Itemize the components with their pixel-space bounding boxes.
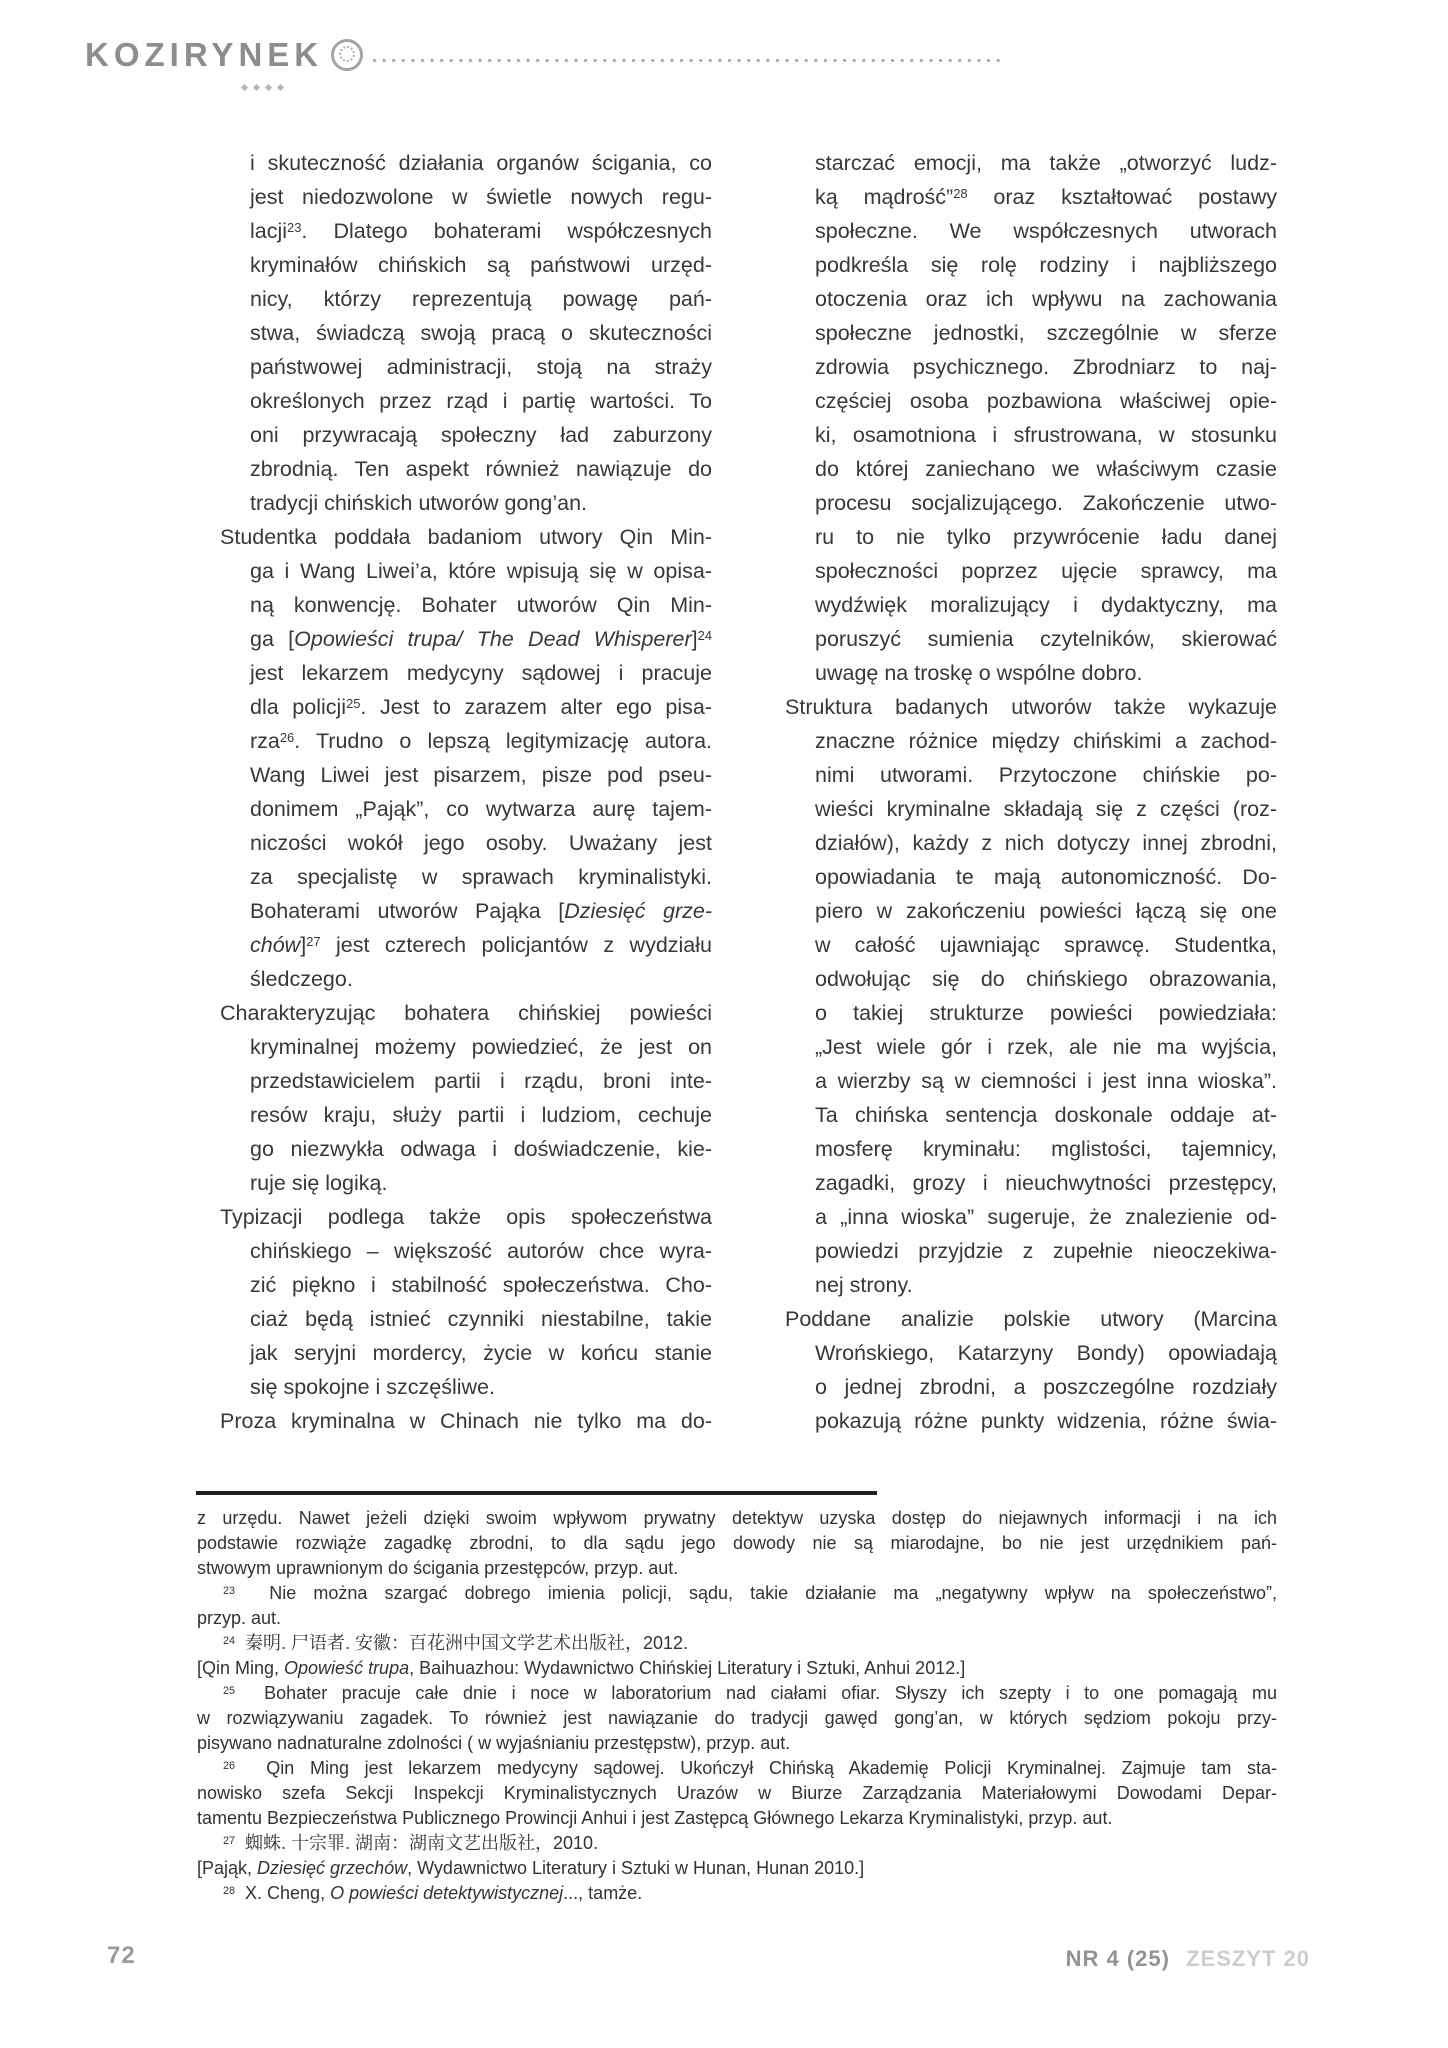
text-segment: się spokojne i szczęśliwe. (250, 1375, 495, 1399)
paragraph (197, 1506, 1277, 1581)
text-segment: ] (691, 627, 698, 651)
issue-label (1066, 1946, 1310, 1972)
paragraph (785, 690, 1277, 1302)
text-segment: a wierzby są w ciemności i jest inna wioska”. (815, 1069, 1277, 1093)
footnote-marker: 24 (697, 627, 712, 643)
text-segment: nicy, którzy reprezentują powagę pań- (250, 287, 712, 311)
text-line (815, 1404, 1277, 1438)
text-segment: . Jest to zarazem alter ego pisa- (360, 695, 713, 719)
footnote-marker: 27 (306, 933, 321, 949)
footnote-marker: 28 (953, 185, 968, 201)
text-segment: Nie można szargać dobrego imienia policji, sądu, takie działanie ma „negatywny wpływ na społeczeństwo”, (235, 1583, 1277, 1603)
text-line (815, 588, 1277, 622)
paragraph (220, 520, 713, 996)
text-line (197, 1781, 1277, 1806)
text-segment: nowisko szefa Sekcji Inspekcji Kryminalistycznych Urazów w Biurze Zarządzania Materiałowymi Dowodami Depar- (197, 1783, 1277, 1803)
text-line (250, 180, 712, 214)
text-segment: uwagę na troskę o wspólne dobro. (815, 661, 1143, 685)
text-segment: 蜘蛛. 十宗罪. 湖南：湖南文艺出版社，2010. (235, 1833, 599, 1853)
text-line (250, 588, 712, 622)
text-segment: ki, osamotniona i sfrustrowana, w stosunku (815, 423, 1277, 447)
text-line (815, 1030, 1277, 1064)
footnote-marker: 25 (223, 1684, 236, 1697)
text-line (250, 554, 712, 588)
paragraph (785, 1302, 1277, 1438)
italic-text: Opowieści trupa/ The Dead Whisperer (294, 627, 692, 651)
text-segment: dla policji (250, 695, 347, 719)
text-line (815, 1268, 1277, 1302)
text-segment: ką mądrość” (815, 185, 954, 209)
text-segment: z urzędu. Nawet jeżeli dzięki swoim wpływom prywatny detektyw uzyska dostęp do niejawnych informacji i na ich (197, 1508, 1277, 1528)
text-segment: jest czterech policjantów z wydziału (320, 933, 712, 957)
text-line (250, 1234, 712, 1268)
text-line (815, 1166, 1277, 1200)
text-line (250, 384, 712, 418)
text-line (250, 486, 712, 520)
footnotes-section (197, 1506, 1277, 1906)
footnote (197, 1756, 1277, 1831)
text-line (815, 554, 1277, 588)
text-segment: piero w zakończeniu powieści łączą się one (815, 899, 1277, 923)
text-segment: Studentka poddała badaniom utwory Qin Min- (220, 525, 712, 549)
text-segment: mosferę kryminału: mglistości, tajemnicy, (815, 1137, 1277, 1161)
text-segment: stwa, świadczą swoją pracą o skuteczności (250, 321, 712, 345)
text-segment: powiedzi przyjdzie z zupełnie nieoczekiwa- (815, 1239, 1277, 1263)
text-line (815, 1200, 1277, 1234)
text-segment: w rozwiązywaniu zagadek. To również jest nawiązanie do tradycji gawęd gong’an, w których sędziom pokoju przy- (197, 1708, 1277, 1728)
text-line (815, 248, 1277, 282)
text-segment: nej strony. (815, 1273, 913, 1297)
footnote-marker: 23 (223, 1584, 236, 1597)
text-line (250, 622, 712, 656)
footnote (197, 1631, 1277, 1656)
logo-emblem-core (339, 46, 355, 62)
header-dotted-rule (372, 58, 1006, 63)
text-line (250, 1370, 712, 1404)
text-segment: procesu socjalizującego. Zakończenie utwo- (815, 491, 1277, 515)
text-column-right (785, 146, 1277, 1438)
text-line (815, 622, 1277, 656)
text-segment: oraz kształtować postawy (967, 185, 1277, 209)
footnote-marker: 27 (223, 1834, 236, 1847)
italic-text: Opowieść trupa (284, 1658, 410, 1678)
text-line (250, 1166, 712, 1200)
text-segment: znaczne różnice między chińskimi a zachod- (815, 729, 1277, 753)
text-segment: Wrońskiego, Katarzyny Bondy) opowiadają (815, 1341, 1277, 1365)
text-segment: ną konwencję. Bohater utworów Qin Min- (250, 593, 712, 617)
text-line (815, 316, 1277, 350)
text-segment: . Trudno o lepszą legitymizację autora. (294, 729, 712, 753)
text-line (250, 1098, 712, 1132)
text-segment: pisywano nadnaturalne zdolności ( w wyjaśnianiu przestępstw), przyp. aut. (197, 1733, 791, 1753)
text-line (815, 452, 1277, 486)
text-segment: śledczego. (250, 967, 353, 991)
text-line (815, 384, 1277, 418)
text-segment: zagadki, grozy i nieuchwytności przestępcy, (815, 1171, 1277, 1195)
text-segment: określonych przez rząd i partię wartości. To (250, 389, 712, 413)
text-line (250, 1302, 712, 1336)
text-segment: Charakteryzując bohatera chińskiej powieści (220, 1001, 712, 1025)
italic-text: O powieści detektywistycznej (330, 1883, 564, 1903)
text-line (250, 1030, 712, 1064)
text-line (250, 282, 712, 316)
text-segment: tamentu Bezpieczeństwa Publicznego Prowincji Anhui i jest Zastępcą Głównego Lekarza Kryminalistyki, przyp. aut. (197, 1808, 1113, 1828)
text-line (197, 1856, 1277, 1881)
text-line (250, 1336, 712, 1370)
text-line (197, 1706, 1277, 1731)
paragraph (197, 1656, 1277, 1681)
text-line (250, 248, 712, 282)
text-segment: resów kraju, służy partii i ludziom, cechuje (250, 1103, 712, 1127)
text-column-left (220, 146, 712, 1438)
text-segment: przyp. aut. (197, 1608, 282, 1628)
issue-number: NR 4 (25) (1065, 1946, 1170, 1971)
text-segment: ciaż będą istnieć czynniki niestabilne, takie (250, 1307, 712, 1331)
text-line (197, 1656, 1277, 1681)
text-line (815, 214, 1277, 248)
paragraph (815, 146, 1277, 690)
text-line (815, 1098, 1277, 1132)
text-line (815, 996, 1277, 1030)
text-line (785, 690, 1277, 724)
italic-text: Dziesięć grzechów (257, 1858, 408, 1878)
footnote (197, 1681, 1277, 1756)
text-line (250, 894, 712, 928)
text-segment: Wang Liwei jest pisarzem, pisze pod pseu- (250, 763, 712, 787)
text-line (815, 1064, 1277, 1098)
text-line (250, 792, 712, 826)
footnote (197, 1581, 1277, 1631)
text-segment: wydźwięk moralizujący i dydaktyczny, ma (815, 593, 1277, 617)
text-segment: poruszyć sumienia czytelników, skierować (815, 627, 1277, 651)
text-line (815, 350, 1277, 384)
text-segment: ..., tamże. (563, 1883, 643, 1903)
text-segment: społeczności poprzez ujęcie sprawcy, ma (815, 559, 1277, 583)
text-segment: donimem „Pająk”, co wytwarza aurę tajem- (250, 797, 712, 821)
text-line (815, 928, 1277, 962)
text-segment: starczać emocji, ma także „otworzyć ludz- (815, 151, 1277, 175)
text-segment: państwowej administracji, stoją na straży (250, 355, 712, 379)
text-segment: lacji (250, 219, 288, 243)
text-segment: o jednej zbrodni, a poszczególne rozdziały (815, 1375, 1277, 1399)
text-segment: podstawie rozwiąże zagadkę zbrodni, to dla sądu jego dowody nie są miarodajne, bo nie jest urzędnikiem pań- (197, 1533, 1277, 1553)
text-segment: kryminalnej możemy powiedzieć, że jest on (250, 1035, 712, 1059)
text-segment: Struktura badanych utworów także wykazuje (785, 695, 1277, 719)
text-line (250, 1064, 712, 1098)
footnote-marker: 24 (223, 1634, 236, 1647)
text-line (250, 316, 712, 350)
text-line (815, 418, 1277, 452)
text-line (250, 860, 712, 894)
text-segment: Poddane analizie polskie utwory (Marcina (785, 1307, 1277, 1331)
text-line (220, 1404, 712, 1438)
paragraph (220, 1200, 712, 1404)
text-line (220, 996, 712, 1030)
text-line (250, 214, 712, 248)
text-segment: do której zaniechano we właściwym czasie (815, 457, 1277, 481)
text-segment: i skuteczność działania organów ścigania, co (250, 151, 712, 175)
text-segment: ga i Wang Liwei’a, które wpisują się w opisa- (250, 559, 712, 583)
text-line (197, 1681, 1277, 1706)
text-line (815, 1370, 1277, 1404)
italic-text: chów (250, 933, 301, 957)
page-number: 72 (107, 1942, 136, 1969)
text-segment: Proza kryminalna w Chinach nie tylko ma do- (220, 1409, 712, 1433)
text-segment: kryminałów chińskich są państwowi urzęd- (250, 253, 712, 277)
footnote-marker: 25 (346, 695, 361, 711)
text-segment: , Wydawnictwo Literatury i Sztuki w Hunan, Hunan 2010.] (407, 1858, 865, 1878)
text-line (250, 826, 712, 860)
text-line (815, 894, 1277, 928)
logo-emblem-icon (331, 39, 363, 71)
text-segment: . Dlatego bohaterami współczesnych (301, 219, 712, 243)
footnote-separator (196, 1491, 877, 1495)
footnote-marker: 28 (223, 1884, 236, 1897)
text-segment: rza (250, 729, 280, 753)
text-line (250, 928, 712, 962)
footnote-marker: 26 (223, 1759, 236, 1772)
text-segment: chińskiego – większość autorów chce wyra- (250, 1239, 712, 1263)
text-line (197, 1731, 1277, 1756)
text-line (250, 690, 712, 724)
text-segment: oni przywracają społeczny ład zaburzony (250, 423, 712, 447)
text-segment: 秦明. 尸语者. 安徽：百花洲中国文学艺术出版社，2012. (235, 1633, 689, 1653)
text-segment: zbrodnią. Ten aspekt również nawiązuje do (250, 457, 712, 481)
text-line (250, 758, 712, 792)
journal-logo (85, 36, 363, 74)
footnote (197, 1881, 1277, 1906)
issue-zeszyt: ZESZYT 20 (1186, 1946, 1310, 1971)
text-segment: jak seryjni mordercy, życie w końcu stanie (250, 1341, 712, 1365)
paragraph (220, 996, 712, 1200)
text-line (250, 1132, 712, 1166)
text-segment: za specjalistę w sprawach kryminalistyki. (250, 865, 712, 889)
text-segment: ga [ (250, 627, 295, 651)
text-segment: „Jest wiele gór i rzek, ale nie ma wyjścia, (815, 1035, 1277, 1059)
text-line (815, 282, 1277, 316)
text-line (815, 724, 1277, 758)
text-line (197, 1631, 1277, 1656)
text-line (197, 1831, 1277, 1856)
text-segment: opowiadania te mają autonomiczność. Do- (815, 865, 1277, 889)
text-segment: ruje się logiką. (250, 1171, 388, 1195)
text-line (785, 1302, 1277, 1336)
text-line (197, 1881, 1277, 1906)
text-segment: pokazują różne punkty widzenia, różne świa- (815, 1409, 1277, 1433)
text-segment: [Qin Ming, (197, 1658, 285, 1678)
text-line (250, 350, 712, 384)
text-segment: w całość ujawniając sprawcę. Studentka, (815, 933, 1277, 957)
text-line (815, 758, 1277, 792)
text-line (250, 418, 712, 452)
text-segment: zdrowia psychicznego. Zbrodniarz to naj- (815, 355, 1277, 379)
text-segment: odwołując się do chińskiego obrazowania, (815, 967, 1277, 991)
text-line (815, 792, 1277, 826)
text-line (220, 1200, 712, 1234)
text-line (815, 180, 1277, 214)
text-segment: Bohater pracuje całe dnie i noce w laboratorium nad ciałami ofiar. Słyszy ich szepty i to one pomagają mu (235, 1683, 1277, 1703)
text-line (197, 1556, 1277, 1581)
text-line (250, 146, 712, 180)
text-line (250, 724, 712, 758)
text-segment: niczości wokół jego osoby. Uważany jest (250, 831, 712, 855)
text-segment: społeczne. We współczesnych utworach (815, 219, 1277, 243)
text-line (197, 1606, 1277, 1631)
text-line (197, 1806, 1277, 1831)
text-segment: Qin Ming jest lekarzem medycyny sądowej. Ukończył Chińską Akademię Policji Kryminalnej. Zajmuje tam sta- (235, 1758, 1277, 1778)
text-segment: wieści kryminalne składają się z części (roz- (815, 797, 1277, 821)
text-line (197, 1506, 1277, 1531)
logo-text: KOZIRYNEK (85, 36, 324, 73)
text-line (815, 520, 1277, 554)
footnote-marker: 26 (279, 729, 295, 745)
text-line (197, 1581, 1277, 1606)
text-segment: zić piękno i stabilność społeczeństwa. Cho- (250, 1273, 712, 1297)
text-line (220, 520, 712, 554)
logo-dots (242, 85, 283, 90)
text-line (815, 656, 1277, 690)
text-segment: [Pająk, (197, 1858, 258, 1878)
paragraph (250, 146, 712, 520)
text-segment: o takiej strukturze powieści powiedziała: (815, 1001, 1277, 1025)
paragraph (220, 1404, 712, 1438)
footnote (197, 1831, 1277, 1856)
text-segment: podkreśla się rolę rodziny i najbliższego (815, 253, 1277, 277)
paragraph (197, 1856, 1277, 1881)
text-segment: Ta chińska sentencja doskonale oddaje at- (815, 1103, 1277, 1127)
text-line (197, 1756, 1277, 1781)
text-line (197, 1531, 1277, 1556)
text-segment: Typizacji podlega także opis społeczeństwa (220, 1205, 712, 1229)
text-segment: a „inna wioska” sugeruje, że znalezienie od- (815, 1205, 1277, 1229)
text-line (815, 486, 1277, 520)
text-line (815, 1234, 1277, 1268)
text-segment: X. Cheng, (235, 1883, 331, 1903)
text-line (815, 146, 1277, 180)
text-segment: działów), każdy z nich dotyczy innej zbrodni, (815, 831, 1277, 855)
text-segment: jest niedozwolone w świetle nowych regu- (250, 185, 712, 209)
text-segment: przedstawicielem partii i rządu, broni inte- (250, 1069, 712, 1093)
text-line (815, 826, 1277, 860)
text-segment: go niezwykła odwaga i doświadczenie, kie- (250, 1137, 712, 1161)
text-segment: Bohaterami utworów Pająka [ (250, 899, 565, 923)
text-line (250, 962, 712, 996)
text-line (815, 1132, 1277, 1166)
text-segment: społeczne jednostki, szczególnie w sferze (815, 321, 1277, 345)
text-line (250, 656, 712, 690)
text-line (250, 452, 712, 486)
text-line (815, 962, 1277, 996)
text-segment: ] (300, 933, 307, 957)
text-segment: jest lekarzem medycyny sądowej i pracuje (250, 661, 712, 685)
text-segment: ru to nie tylko przywrócenie ładu danej (815, 525, 1277, 549)
text-line (815, 1336, 1277, 1370)
italic-text: Dziesięć grze- (564, 899, 713, 923)
text-segment: otoczenia oraz ich wpływu na zachowania (815, 287, 1277, 311)
text-segment: , Baihuazhou: Wydawnictwo Chińskiej Literatury i Sztuki, Anhui 2012.] (409, 1658, 966, 1678)
text-line (815, 860, 1277, 894)
footnote-marker: 23 (287, 219, 302, 235)
text-line (250, 1268, 712, 1302)
text-segment: nimi utworami. Przytoczone chińskie po- (815, 763, 1277, 787)
text-segment: częściej osoba pozbawiona właściwej opie- (815, 389, 1277, 413)
text-segment: tradycji chińskich utworów gong’an. (250, 491, 587, 515)
text-segment: stwowym uprawnionym do ścigania przestępców, przyp. aut. (197, 1558, 679, 1578)
